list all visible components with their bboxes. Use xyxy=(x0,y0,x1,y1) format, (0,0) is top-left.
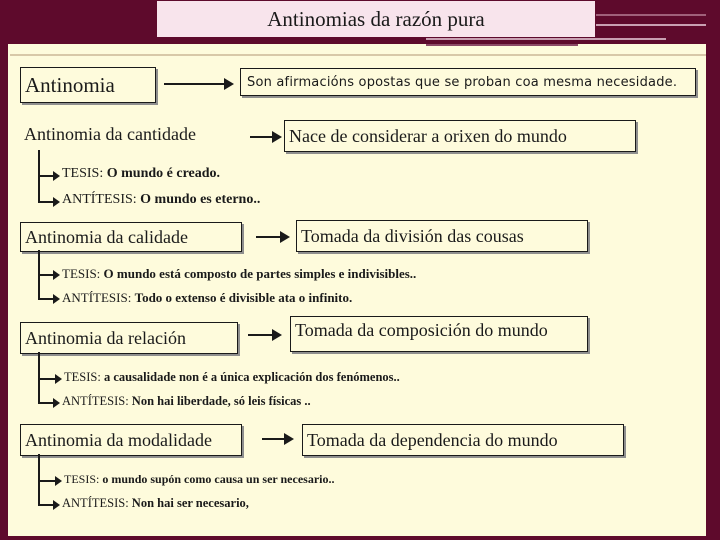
tesis-text: O mundo está composto de partes simples e indivisibles.. xyxy=(103,266,417,281)
antinomia-term: Antinomia xyxy=(25,72,115,97)
section-modalidade-tesis xyxy=(64,472,334,487)
section-modalidade-origin-box xyxy=(302,424,624,456)
section-calidade-title-box xyxy=(20,222,242,252)
decor-stripe xyxy=(596,14,706,16)
section-modalidade-title-box xyxy=(20,424,242,456)
section-calidade-title: Antinomia da calidade xyxy=(25,226,188,247)
section-calidade-origin: Tomada da división das cousas xyxy=(301,225,524,246)
section-calidade-antitesis xyxy=(62,290,352,306)
antinomia-term-box xyxy=(20,67,156,103)
arrow-icon xyxy=(38,504,54,506)
decor-stripe xyxy=(426,44,578,46)
antitesis-label: ANTÍTESIS: xyxy=(62,290,132,305)
arrow-icon xyxy=(248,334,274,336)
section-relacion-origin-box xyxy=(290,316,588,352)
section-relacion-title-box xyxy=(20,322,238,354)
section-relacion-origin: Tomada da composición do mundo xyxy=(295,319,548,340)
arrow-icon xyxy=(262,438,286,440)
antitesis-text: Non hai ser necesario, xyxy=(131,496,249,510)
tesis-label: TESIS: xyxy=(64,472,100,486)
definition-box xyxy=(240,68,696,96)
section-cantidade-antitesis xyxy=(62,192,260,208)
tesis-text: a causalidade non é a única explicación dos fenómenos.. xyxy=(103,370,400,384)
tesis-label: TESIS: xyxy=(62,266,101,281)
antitesis-text: Todo o extenso é divisible ata o infinito. xyxy=(134,290,353,305)
tesis-text: o mundo supón como causa un ser necesario.. xyxy=(102,472,335,486)
arrow-icon xyxy=(38,378,56,380)
arrow-icon xyxy=(38,201,54,203)
right-border xyxy=(706,0,720,540)
antitesis-label: ANTÍTESIS: xyxy=(62,496,129,510)
bottom-border xyxy=(0,536,720,540)
left-border xyxy=(0,0,8,540)
arrow-icon xyxy=(38,402,54,404)
antitesis-text: O mundo es eterno.. xyxy=(140,192,261,207)
definition-text: Son afirmacións opostas que se proban coa mesma necesidade. xyxy=(247,74,678,90)
decor-stripe xyxy=(596,24,706,26)
section-cantidade-title: Antinomia da cantidade xyxy=(24,124,196,144)
section-cantidade-tesis xyxy=(62,166,220,182)
antitesis-label: ANTÍTESIS: xyxy=(62,394,129,408)
section-modalidade-title: Antinomia da modalidade xyxy=(25,429,212,450)
arrow-icon xyxy=(256,236,282,238)
tesis-text: O mundo é creado. xyxy=(106,166,221,181)
page-title: Antinomias da razón pura xyxy=(156,0,596,38)
antitesis-label: ANTÍTESIS: xyxy=(62,192,137,207)
arrow-icon xyxy=(38,274,54,276)
section-cantidade-origin: Nace de considerar a orixen do mundo xyxy=(289,125,567,146)
section-relacion-tesis xyxy=(64,370,400,385)
section-calidade-origin-box xyxy=(296,220,588,252)
arrow-icon xyxy=(164,83,226,85)
section-modalidade-antitesis xyxy=(62,496,249,511)
decor-rule xyxy=(10,54,706,56)
arrow-icon xyxy=(250,136,274,138)
arrow-icon xyxy=(38,480,56,482)
section-calidade-tesis xyxy=(62,266,416,282)
section-relacion-title: Antinomia da relación xyxy=(25,327,186,348)
tesis-label: TESIS: xyxy=(64,370,101,384)
arrow-icon xyxy=(38,175,54,177)
antitesis-text: Non hai liberdade, só leis físicas .. xyxy=(131,394,311,408)
decor-stripe xyxy=(426,38,666,40)
arrow-icon xyxy=(38,298,54,300)
section-relacion-antitesis xyxy=(62,394,311,409)
section-cantidade-origin-box xyxy=(284,120,636,152)
section-modalidade-origin: Tomada da dependencia do mundo xyxy=(307,429,558,450)
tesis-label: TESIS: xyxy=(62,166,104,181)
